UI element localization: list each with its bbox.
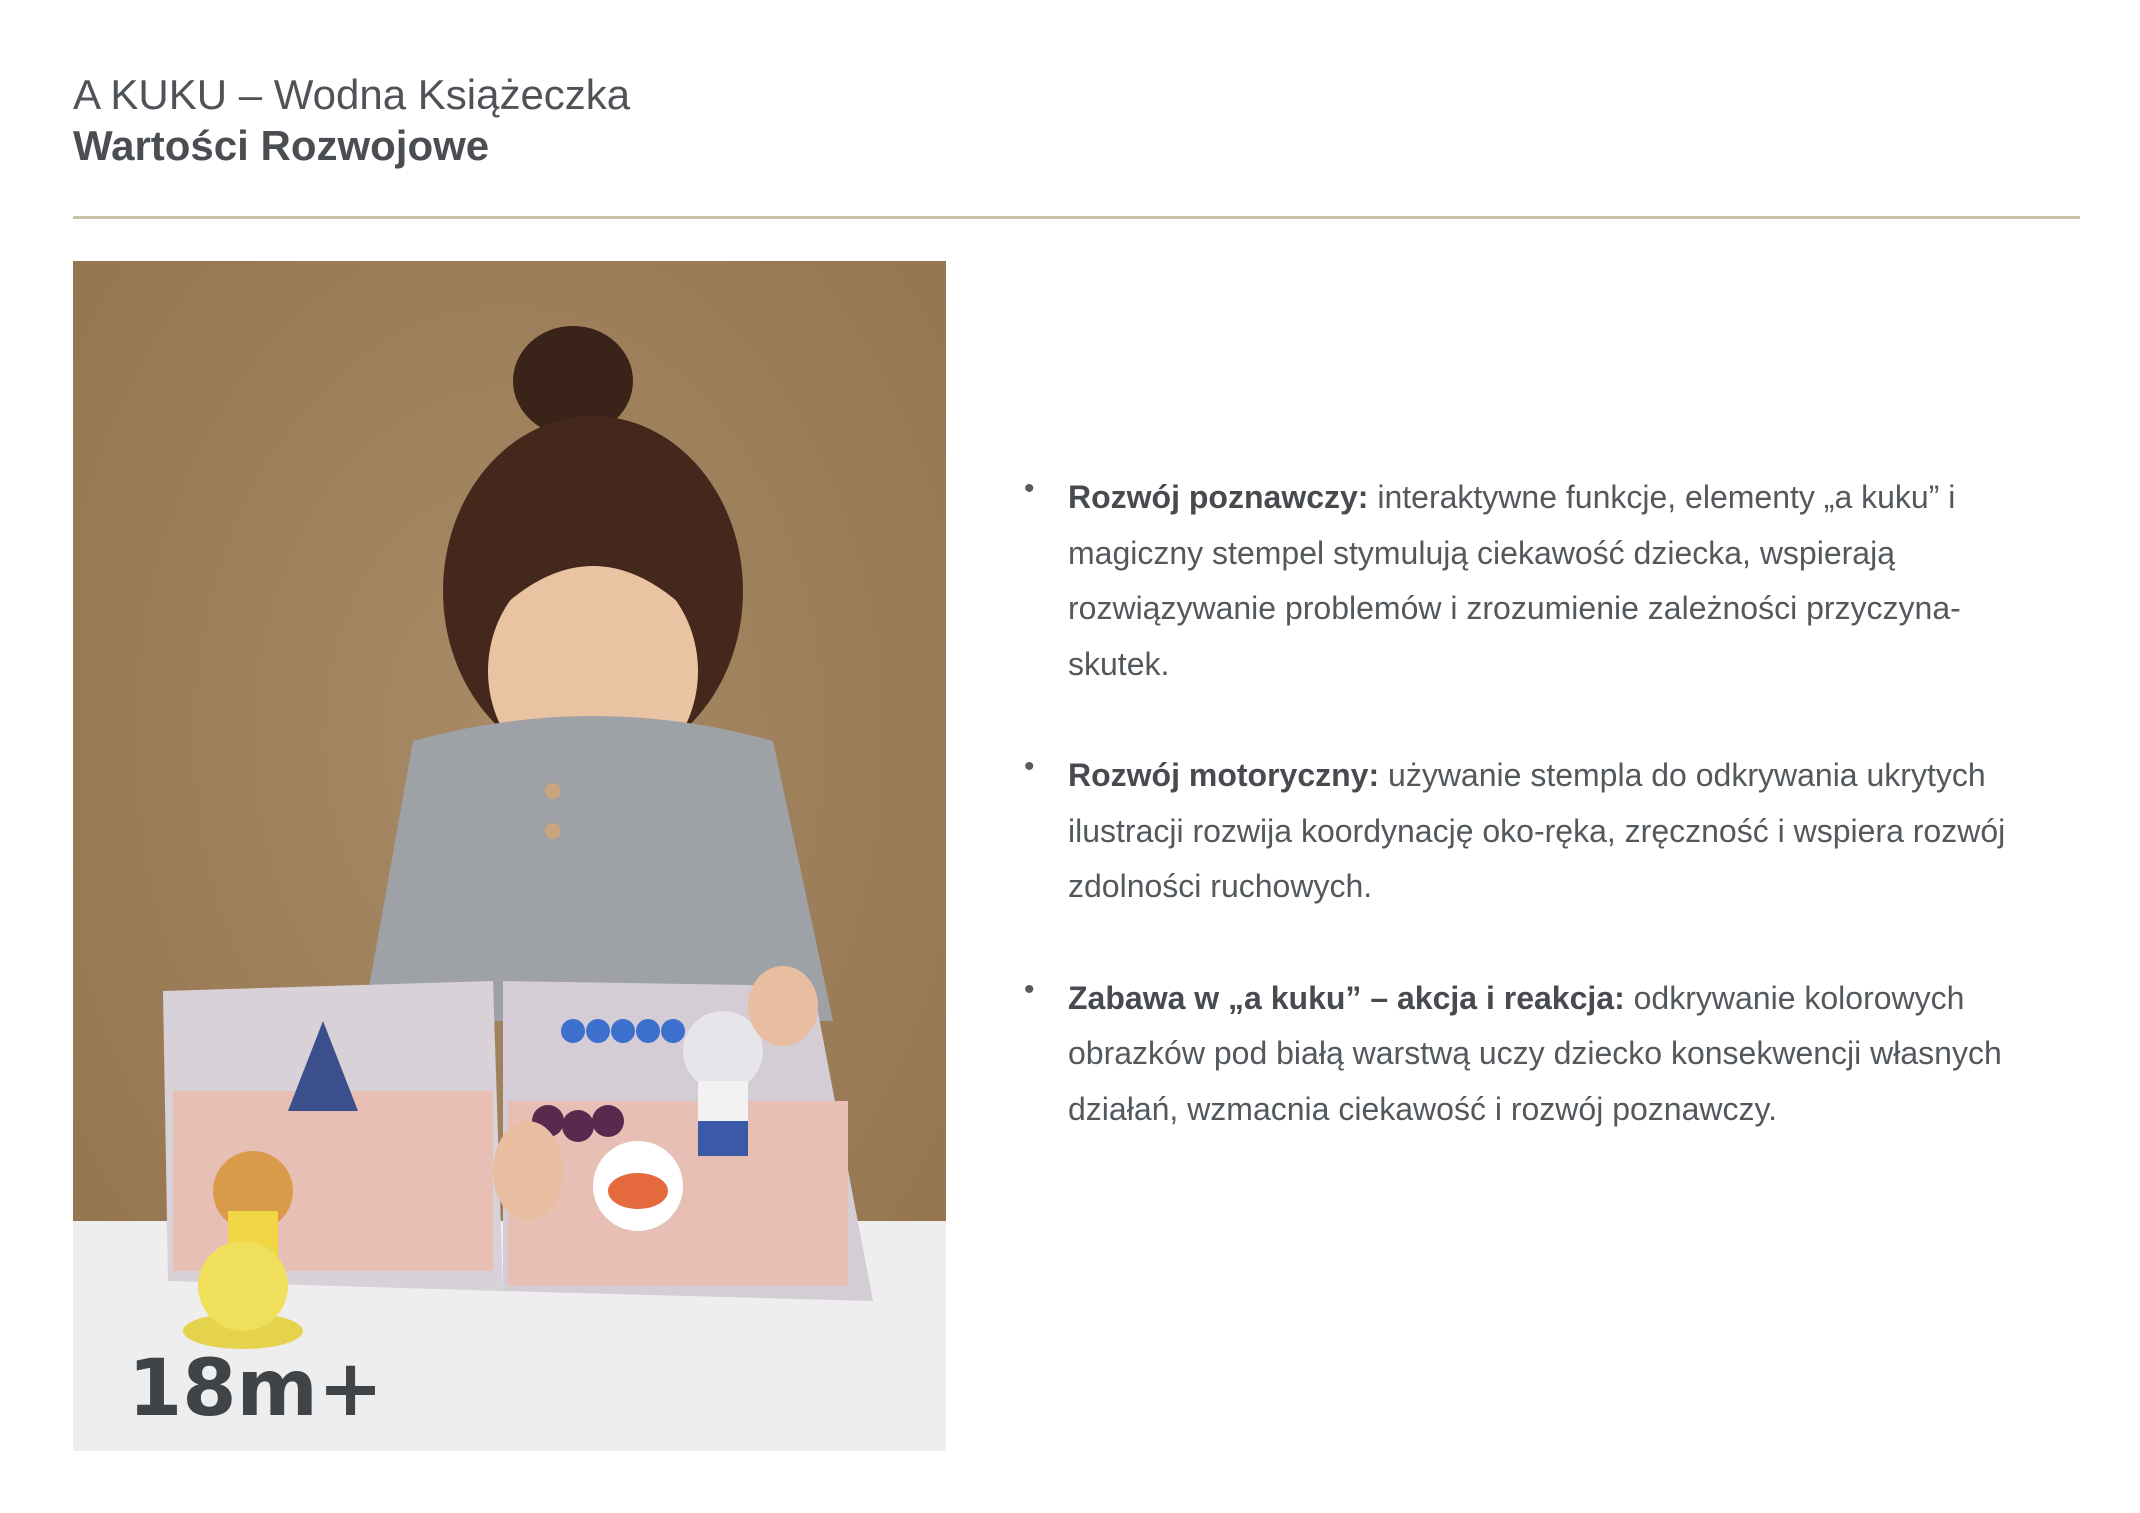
list-item-text [1068, 748, 2020, 915]
list-item-body: interaktywne funkcje, elementy „a kuku” i magiczny stempel stymulują ciekawość dziecka, wspierają rozwiązywanie problemów i zrozumienie zależności przyczyna-skutek. [1068, 479, 1961, 682]
bullet-icon: • [1024, 472, 1035, 505]
list-item-body: odkrywanie kolorowych obrazków pod białą warstwą uczy dziecko konsekwencji własnych działań, wzmacnia ciekawość i rozwój poznawczy. [1068, 979, 2002, 1127]
list-item [1020, 470, 2020, 692]
product-photo [73, 261, 946, 1451]
header-divider [73, 216, 2080, 219]
bullet-icon: • [1024, 750, 1035, 783]
age-recommendation-label: 18m+ [128, 1344, 384, 1434]
list-item-heading: Rozwój poznawczy: [1068, 479, 1369, 515]
list-item-text [1068, 470, 2020, 692]
page-subtitle: Wartości Rozwojowe [73, 122, 490, 169]
page-title: A KUKU – Wodna Książeczka [73, 71, 631, 118]
bullet-icon: • [1024, 972, 1035, 1006]
page-header [73, 70, 630, 172]
child-with-book-illustration [73, 261, 946, 1451]
list-item-body: używanie stempla do odkrywania ukrytych ilustracji rozwija koordynację oko-ręka, zręczność i wspiera rozwój zdolności ruchowych. [1068, 757, 2006, 904]
list-item-heading: Rozwój motoryczny: [1068, 757, 1380, 793]
list-item [1020, 748, 2020, 915]
developmental-values-list [1020, 470, 2020, 1193]
list-item [1020, 971, 2020, 1138]
list-item-text [1068, 971, 2020, 1138]
list-item-heading: Zabawa w „a kuku” – akcja i reakcja: [1068, 979, 1625, 1016]
